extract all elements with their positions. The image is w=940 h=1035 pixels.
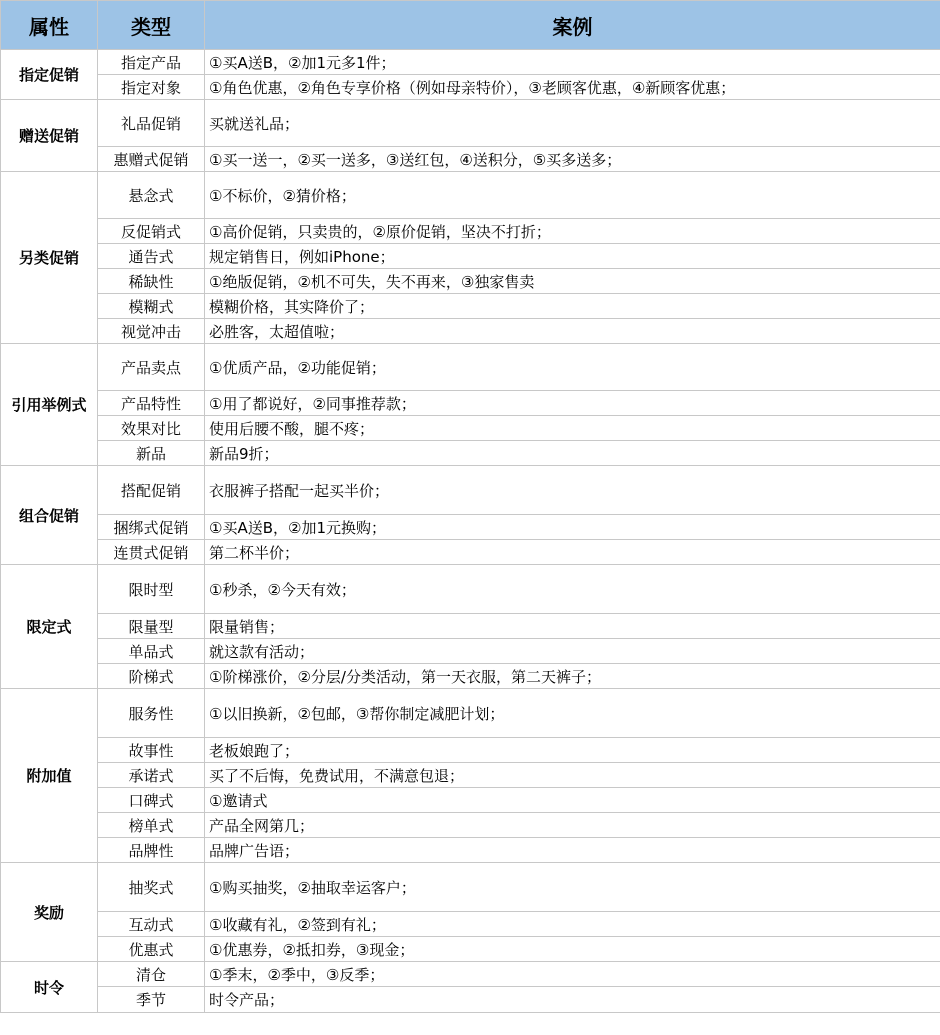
case-cell: 衣服裤子搭配一起买半价； (205, 466, 940, 515)
table-row (1, 50, 940, 75)
case-cell: 老板娘跑了； (205, 738, 940, 763)
type-cell: 产品特性 (98, 391, 205, 416)
type-cell: 搭配促销 (98, 466, 205, 515)
table-row (1, 639, 940, 664)
table-row (1, 813, 940, 838)
type-cell: 惠赠式促销 (98, 147, 205, 172)
case-cell: ①阶梯涨价，②分层/分类活动，第一天衣服，第二天裤子； (205, 664, 940, 689)
header-type: 类型 (98, 1, 205, 50)
type-cell: 新品 (98, 441, 205, 466)
type-cell: 反促销式 (98, 219, 205, 244)
case-cell: ①买A送B，②加1元多1件； (205, 50, 940, 75)
table-row (1, 565, 940, 614)
case-cell: ①秒杀，②今天有效； (205, 565, 940, 614)
type-cell: 连贯式促销 (98, 540, 205, 565)
type-cell: 模糊式 (98, 294, 205, 319)
attr-cell: 指定促销 (1, 50, 98, 100)
case-cell: 第二杯半价； (205, 540, 940, 565)
case-cell: 必胜客，太超值啦； (205, 319, 940, 344)
header-attr: 属性 (1, 1, 98, 50)
type-cell: 捆绑式促销 (98, 515, 205, 540)
table-row (1, 664, 940, 689)
type-cell: 通告式 (98, 244, 205, 269)
type-cell: 服务性 (98, 689, 205, 738)
type-cell: 产品卖点 (98, 344, 205, 391)
table-row (1, 614, 940, 639)
case-cell: 使用后腰不酸，腿不疼； (205, 416, 940, 441)
case-cell: 品牌广告语； (205, 838, 940, 863)
attr-cell: 限定式 (1, 565, 98, 689)
attr-cell: 时令 (1, 962, 98, 1013)
table-row (1, 269, 940, 294)
attr-cell: 组合促销 (1, 466, 98, 565)
type-cell: 稀缺性 (98, 269, 205, 294)
table-row (1, 172, 940, 219)
case-cell: ①以旧换新，②包邮，③帮你制定减肥计划； (205, 689, 940, 738)
type-cell: 视觉冲击 (98, 319, 205, 344)
table-row (1, 219, 940, 244)
table-row (1, 962, 940, 987)
attr-cell: 附加值 (1, 689, 98, 863)
case-cell: 买了不后悔，免费试用，不满意包退； (205, 763, 940, 788)
case-cell: ①绝版促销，②机不可失，失不再来，③独家售卖 (205, 269, 940, 294)
type-cell: 互动式 (98, 912, 205, 937)
case-cell: 规定销售日，例如iPhone； (205, 244, 940, 269)
table-row (1, 294, 940, 319)
case-cell: 模糊价格，其实降价了； (205, 294, 940, 319)
type-cell: 限时型 (98, 565, 205, 614)
case-cell: ①优惠券，②抵扣券，③现金； (205, 937, 940, 962)
type-cell: 礼品促销 (98, 100, 205, 147)
table-row (1, 987, 940, 1013)
type-cell: 故事性 (98, 738, 205, 763)
type-cell: 指定产品 (98, 50, 205, 75)
type-cell: 优惠式 (98, 937, 205, 962)
table-row (1, 838, 940, 863)
case-cell: ①买一送一，②买一送多，③送红包，④送积分，⑤买多送多； (205, 147, 940, 172)
case-cell: 时令产品； (205, 987, 940, 1013)
case-cell: ①收藏有礼，②签到有礼； (205, 912, 940, 937)
table-row (1, 763, 940, 788)
case-cell: 买就送礼品； (205, 100, 940, 147)
attr-cell: 另类促销 (1, 172, 98, 344)
type-cell: 榜单式 (98, 813, 205, 838)
type-cell: 口碑式 (98, 788, 205, 813)
type-cell: 限量型 (98, 614, 205, 639)
type-cell: 阶梯式 (98, 664, 205, 689)
table-row (1, 863, 940, 912)
table-row (1, 244, 940, 269)
case-cell: ①角色优惠，②角色专享价格（例如母亲特价），③老顾客优惠，④新顾客优惠； (205, 75, 940, 100)
table-row (1, 937, 940, 962)
table-row (1, 738, 940, 763)
table-row (1, 515, 940, 540)
case-cell: 新品9折； (205, 441, 940, 466)
table-row (1, 319, 940, 344)
table-row (1, 912, 940, 937)
case-cell: 就这款有活动； (205, 639, 940, 664)
table-row (1, 75, 940, 100)
type-cell: 效果对比 (98, 416, 205, 441)
table-row (1, 788, 940, 813)
header-case: 案例 (205, 1, 940, 50)
type-cell: 季节 (98, 987, 205, 1013)
table-row (1, 540, 940, 565)
table-row (1, 441, 940, 466)
table-row (1, 466, 940, 515)
case-cell: 产品全网第几； (205, 813, 940, 838)
type-cell: 指定对象 (98, 75, 205, 100)
table-row (1, 689, 940, 738)
type-cell: 品牌性 (98, 838, 205, 863)
attr-cell: 奖励 (1, 863, 98, 962)
case-cell: ①用了都说好，②同事推荐款； (205, 391, 940, 416)
case-cell: ①季末，②季中，③反季； (205, 962, 940, 987)
type-cell: 清仓 (98, 962, 205, 987)
type-cell: 承诺式 (98, 763, 205, 788)
table-row (1, 391, 940, 416)
table-row (1, 344, 940, 391)
attr-cell: 引用举例式 (1, 344, 98, 466)
type-cell: 悬念式 (98, 172, 205, 219)
attr-cell: 赠送促销 (1, 100, 98, 172)
case-cell: ①优质产品，②功能促销； (205, 344, 940, 391)
case-cell: ①邀请式 (205, 788, 940, 813)
type-cell: 抽奖式 (98, 863, 205, 912)
table-row (1, 416, 940, 441)
header-row (1, 1, 940, 50)
case-cell: ①高价促销，只卖贵的，②原价促销，坚决不打折； (205, 219, 940, 244)
case-cell: ①购买抽奖，②抽取幸运客户； (205, 863, 940, 912)
case-cell: ①买A送B，②加1元换购； (205, 515, 940, 540)
case-cell: 限量销售； (205, 614, 940, 639)
case-cell: ①不标价，②猜价格； (205, 172, 940, 219)
type-cell: 单品式 (98, 639, 205, 664)
table-row (1, 100, 940, 147)
table-row (1, 147, 940, 172)
